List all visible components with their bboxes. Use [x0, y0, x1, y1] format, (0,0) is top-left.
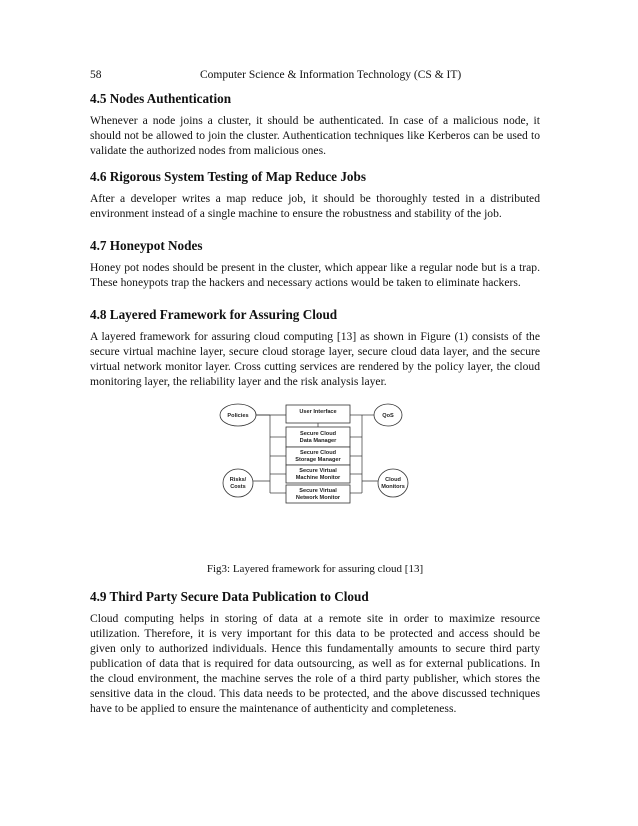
section-paragraph: A layered framework for assuring cloud computing [13] as shown in Figure (1) consists of the secure virtual machine layer, secure cloud storage layer, secure cloud data layer, and the secure virtual network monitor layer. Cross cutting services are rendered by the policy layer, the cloud monitoring layer, the reliability layer and the risk analysis layer.: [90, 330, 540, 388]
section-heading: 4.7 Honeypot Nodes: [90, 238, 203, 253]
policies-label: Policies: [227, 413, 249, 419]
figure-caption: Fig3: Layered framework for assuring cloud [13]: [206, 563, 424, 575]
qos-label: QoS: [382, 413, 394, 419]
layered-framework-figure: [90, 397, 540, 562]
vm-label-line1: Secure Virtual: [299, 468, 337, 474]
risks-costs-node: [223, 469, 253, 497]
vm-label-line2: Machine Monitor: [295, 475, 341, 481]
section-4-8: [90, 307, 540, 389]
section-heading: 4.9 Third Party Secure Data Publication to Cloud: [90, 589, 369, 604]
net-label-line1: Secure Virtual: [299, 488, 337, 494]
storage-label-line1: Secure Cloud: [299, 450, 337, 456]
section-4-7: [90, 238, 540, 290]
cloud-label-line1: Cloud: [385, 477, 401, 483]
framework-diagram: [218, 397, 414, 531]
section-heading: 4.5 Nodes Authentication: [90, 91, 232, 106]
net-label-line2: Network Monitor: [295, 495, 341, 501]
section-paragraph: Cloud computing helps in storing of data at a remote site in order to maximize resource utilization. Therefore, it is very important for this data to be protected and access should be given only to authorized individuals. Hence this fundamentally amounts to secure third party publication of data that is required for data outsourcing, as well as for external publications. In the cloud environment, the machine serves the role of a third party publisher, which stores the sensitive data in the cloud. This data needs to be protected, and the above discussed techniques have to be applied to ensure the maintenance of authenticity and completeness.: [90, 612, 540, 715]
section-4-9: [90, 589, 540, 716]
journal-title: Computer Science & Information Technology (CS & IT): [200, 69, 462, 81]
page-content: [90, 91, 540, 733]
storage-label-line2: Storage Manager: [295, 457, 341, 463]
section-paragraph: Honey pot nodes should be present in the cluster, which appear like a regular node but is a trap. These honeypots trap the hackers and necessary actions would be taken to eliminate hackers.: [90, 261, 540, 289]
risks-label-line2: Costs: [230, 484, 246, 490]
section-heading: 4.6 Rigorous System Testing of Map Reduce Jobs: [90, 169, 366, 184]
section-4-5: [90, 91, 540, 158]
ui-label: User Interface: [299, 409, 337, 415]
risks-label-line1: Risks/: [229, 477, 247, 483]
data-label-line1: Secure Cloud: [299, 431, 337, 437]
data-label-line2: Data Manager: [299, 438, 337, 444]
section-4-6: [90, 169, 540, 221]
section-paragraph: Whenever a node joins a cluster, it should be authenticated. In case of a malicious node, it should not be allowed to join the cluster. Authentication techniques like Kerberos can be used to validate the authorized nodes from malicious ones.: [90, 114, 540, 157]
section-heading: 4.8 Layered Framework for Assuring Cloud: [90, 307, 338, 322]
cloud-monitors-node: [378, 469, 408, 497]
page-number: 58: [90, 69, 102, 81]
section-paragraph: After a developer writes a map reduce job, it should be thoroughly tested in a distributed environment instead of a single machine to ensure the robustness and stability of the job.: [90, 192, 540, 220]
cloud-label-line2: Monitors: [381, 484, 405, 490]
secure-cloud-data-layer: [286, 427, 350, 447]
